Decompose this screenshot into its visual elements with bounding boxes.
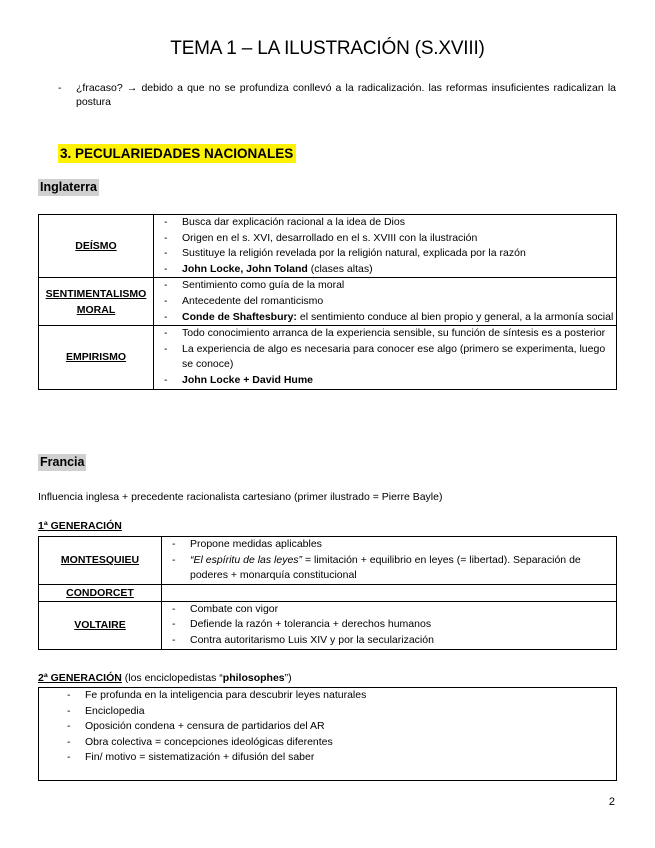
list-item: - Defiende la razón + tolerancia + derechos humanos	[162, 617, 616, 633]
inglaterra-table	[38, 214, 617, 390]
concept-cell	[39, 601, 162, 649]
description-cell	[154, 326, 617, 389]
description-cell	[154, 278, 617, 326]
francia-heading: Francia	[40, 455, 85, 469]
list-item: - Enciclopedia	[57, 704, 616, 720]
gen2-table	[38, 687, 617, 781]
description-cell-empty	[162, 584, 617, 601]
table-row	[39, 278, 617, 326]
inglaterra-heading: Inglaterra	[40, 180, 97, 194]
table-row	[39, 537, 617, 585]
list-item: - Oposición condena + censura de partidarios del AR	[57, 719, 616, 735]
page-number: 2	[608, 796, 615, 808]
list-item: - Contra autoritarismo Luis XIV y por la secularización	[162, 633, 616, 649]
gen2-heading	[38, 672, 292, 684]
concept-empirismo: EMPIRISMO	[65, 351, 127, 364]
concept-moral: MORAL	[76, 303, 116, 316]
gen2-note-pre: (los enciclopedistas “	[121, 672, 223, 684]
table-row	[39, 601, 617, 649]
list-item: - Conde de Shaftesbury: el sentimiento conduce al bien propio y general, a la armonía social	[154, 310, 616, 326]
description-cell	[162, 601, 617, 649]
table-row	[39, 215, 617, 278]
list-item: - “El espíritu de las leyes” = limitación + equilibrio en leyes (= libertad). Separación de poderes + monarquía constitucional	[162, 553, 616, 584]
list-item: - La experiencia de algo es necesaria para conocer ese algo (primero se experimenta, luego se conoce)	[154, 342, 616, 373]
list-item: - Todo conocimiento arranca de la experiencia sensible, su función de síntesis es a posterior	[154, 326, 616, 342]
section-3-heading: 3. PECULARIEDADES NACIONALES	[58, 144, 296, 163]
list-item: - Propone medidas aplicables	[162, 537, 616, 553]
fracaso-bullet: -	[58, 82, 62, 94]
gen1-label: 1ª GENERACIÓN	[38, 520, 122, 532]
list-item: - Fe profunda en la inteligencia para descubrir leyes naturales	[57, 688, 616, 704]
page-title: TEMA 1 – LA ILUSTRACIÓN (S.XVIII)	[170, 38, 485, 59]
gen2-note-post: ”)	[284, 672, 292, 684]
concept-cell	[39, 537, 162, 585]
table-row	[39, 326, 617, 389]
concept-cell	[39, 278, 154, 326]
list-item: - Fin/ motivo = sistematización + difusión del saber	[57, 750, 616, 766]
list-item: - Sentimiento como guía de la moral	[154, 278, 616, 294]
concept-cell	[39, 584, 162, 601]
list-item: - John Locke, John Toland (clases altas)	[154, 262, 616, 278]
list-item: - Antecedente del romanticismo	[154, 294, 616, 310]
concept-cell	[39, 326, 154, 389]
gen1-heading	[38, 520, 122, 532]
table-row	[39, 584, 617, 601]
list-item: - John Locke + David Hume	[154, 373, 616, 389]
list-item: - Obra colectiva = concepciones ideológicas diferentes	[57, 735, 616, 751]
concept-condorcet: CONDORCET	[66, 586, 134, 599]
fracaso-note	[58, 81, 616, 109]
concept-deismo: DEÍSMO	[75, 240, 117, 253]
gen2-note-bold: philosophes	[222, 672, 285, 684]
concept-sentimentalismo: SENTIMENTALISMO	[45, 287, 147, 300]
list-item: - Busca dar explicación racional a la idea de Dios	[154, 215, 616, 231]
francia-intro: Influencia inglesa + precedente racionalista cartesiano (primer ilustrado = Pierre Bayle)	[38, 491, 443, 503]
list-item: - Origen en el s. XVI, desarrollado en el s. XVIII con la ilustración	[154, 231, 616, 247]
list-item: - Combate con vigor	[162, 602, 616, 618]
gen1-table	[38, 536, 617, 650]
description-cell	[39, 688, 617, 781]
concept-montesquieu: MONTESQUIEU	[60, 554, 140, 567]
table-row	[39, 688, 617, 781]
concept-voltaire: VOLTAIRE	[74, 619, 126, 632]
concept-cell	[39, 215, 154, 278]
description-cell	[154, 215, 617, 278]
gen2-label: 2ª GENERACIÓN	[38, 672, 122, 684]
list-item: - Sustituye la religión revelada por la religión natural, explicada por la razón	[154, 246, 616, 262]
fracaso-text: ¿fracaso? → debido a que no se profundiza conllevó a la radicalización. las reformas insuficientes radicalizan la postura	[76, 82, 616, 108]
description-cell	[162, 537, 617, 585]
